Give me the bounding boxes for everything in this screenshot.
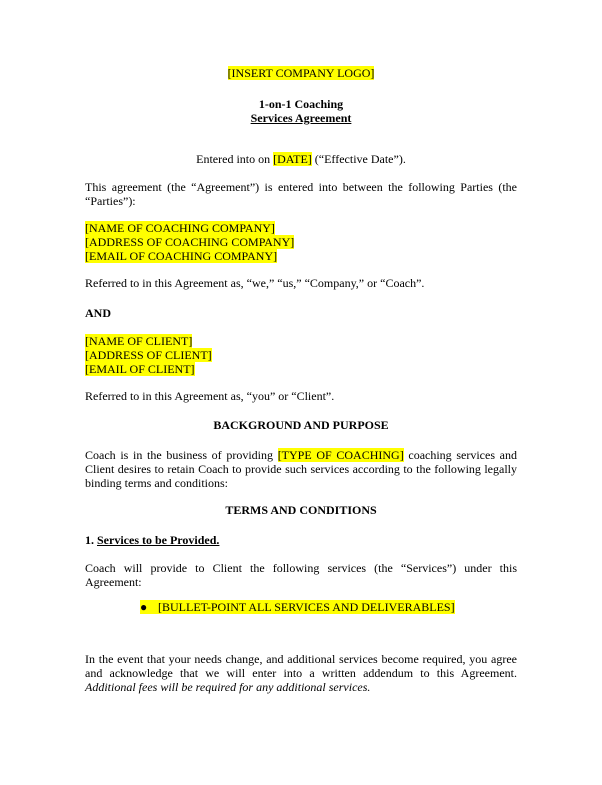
background-text-after: coaching services and Client desires to retain Coach to provide such services according to the following legally binding terms and conditions:: [85, 448, 518, 490]
and-label: AND: [85, 306, 111, 320]
logo-placeholder: [INSERT COMPANY LOGO]: [227, 66, 375, 80]
bullet-text: [BULLET-POINT ALL SERVICES AND DELIVERABLES]: [158, 600, 455, 614]
company-email: [EMAIL OF COACHING COMPANY]: [85, 249, 278, 263]
effective-prefix: Entered into on: [196, 152, 274, 166]
change-text: In the event that your needs change, and additional services become required, you agree and acknowledge that we will enter into a written addendum to this Agreement.: [85, 652, 517, 680]
background-heading: BACKGROUND AND PURPOSE: [213, 418, 389, 432]
background-paragraph: [85, 448, 517, 490]
company-name: [NAME OF COACHING COMPANY]: [85, 221, 275, 235]
client-address: [ADDRESS OF CLIENT]: [85, 348, 212, 362]
additional-fees-text: Additional fees will be required for any additional services.: [85, 680, 371, 694]
company-referred: Referred to in this Agreement as, “we,” “us,” “Company,” or “Coach”.: [85, 276, 425, 290]
title-line-2: Services Agreement: [250, 111, 352, 125]
bullet-icon: ●: [140, 600, 148, 614]
services-bullet: [140, 600, 455, 614]
client-email: [EMAIL OF CLIENT]: [85, 362, 195, 376]
effective-suffix: (“Effective Date”).: [311, 152, 406, 166]
client-block: [85, 334, 517, 376]
logo-placeholder-line: [85, 66, 517, 80]
date-placeholder: [DATE]: [273, 152, 312, 166]
background-text-before: Coach is in the business of providing: [85, 448, 278, 462]
client-name: [NAME OF CLIENT]: [85, 334, 193, 348]
client-referred: Referred to in this Agreement as, “you” or “Client”.: [85, 389, 335, 403]
terms-heading: TERMS AND CONDITIONS: [225, 503, 377, 517]
section-1-text: Coach will provide to Client the following services (the “Services”) under this Agreement:: [85, 561, 517, 589]
coaching-type-placeholder: [TYPE OF COACHING]: [277, 448, 404, 462]
company-address: [ADDRESS OF COACHING COMPANY]: [85, 235, 295, 249]
effective-date-line: [85, 152, 517, 166]
change-paragraph: [85, 652, 517, 694]
company-block: [85, 221, 517, 263]
intro-paragraph: This agreement (the “Agreement”) is entered into between the following Parties (the “Parties”):: [85, 180, 517, 208]
section-1-heading: [85, 533, 517, 547]
title-line-1: 1-on-1 Coaching: [258, 97, 344, 111]
section-1-title: Services to be Provided.: [97, 533, 220, 547]
section-1-number: 1.: [85, 533, 97, 547]
